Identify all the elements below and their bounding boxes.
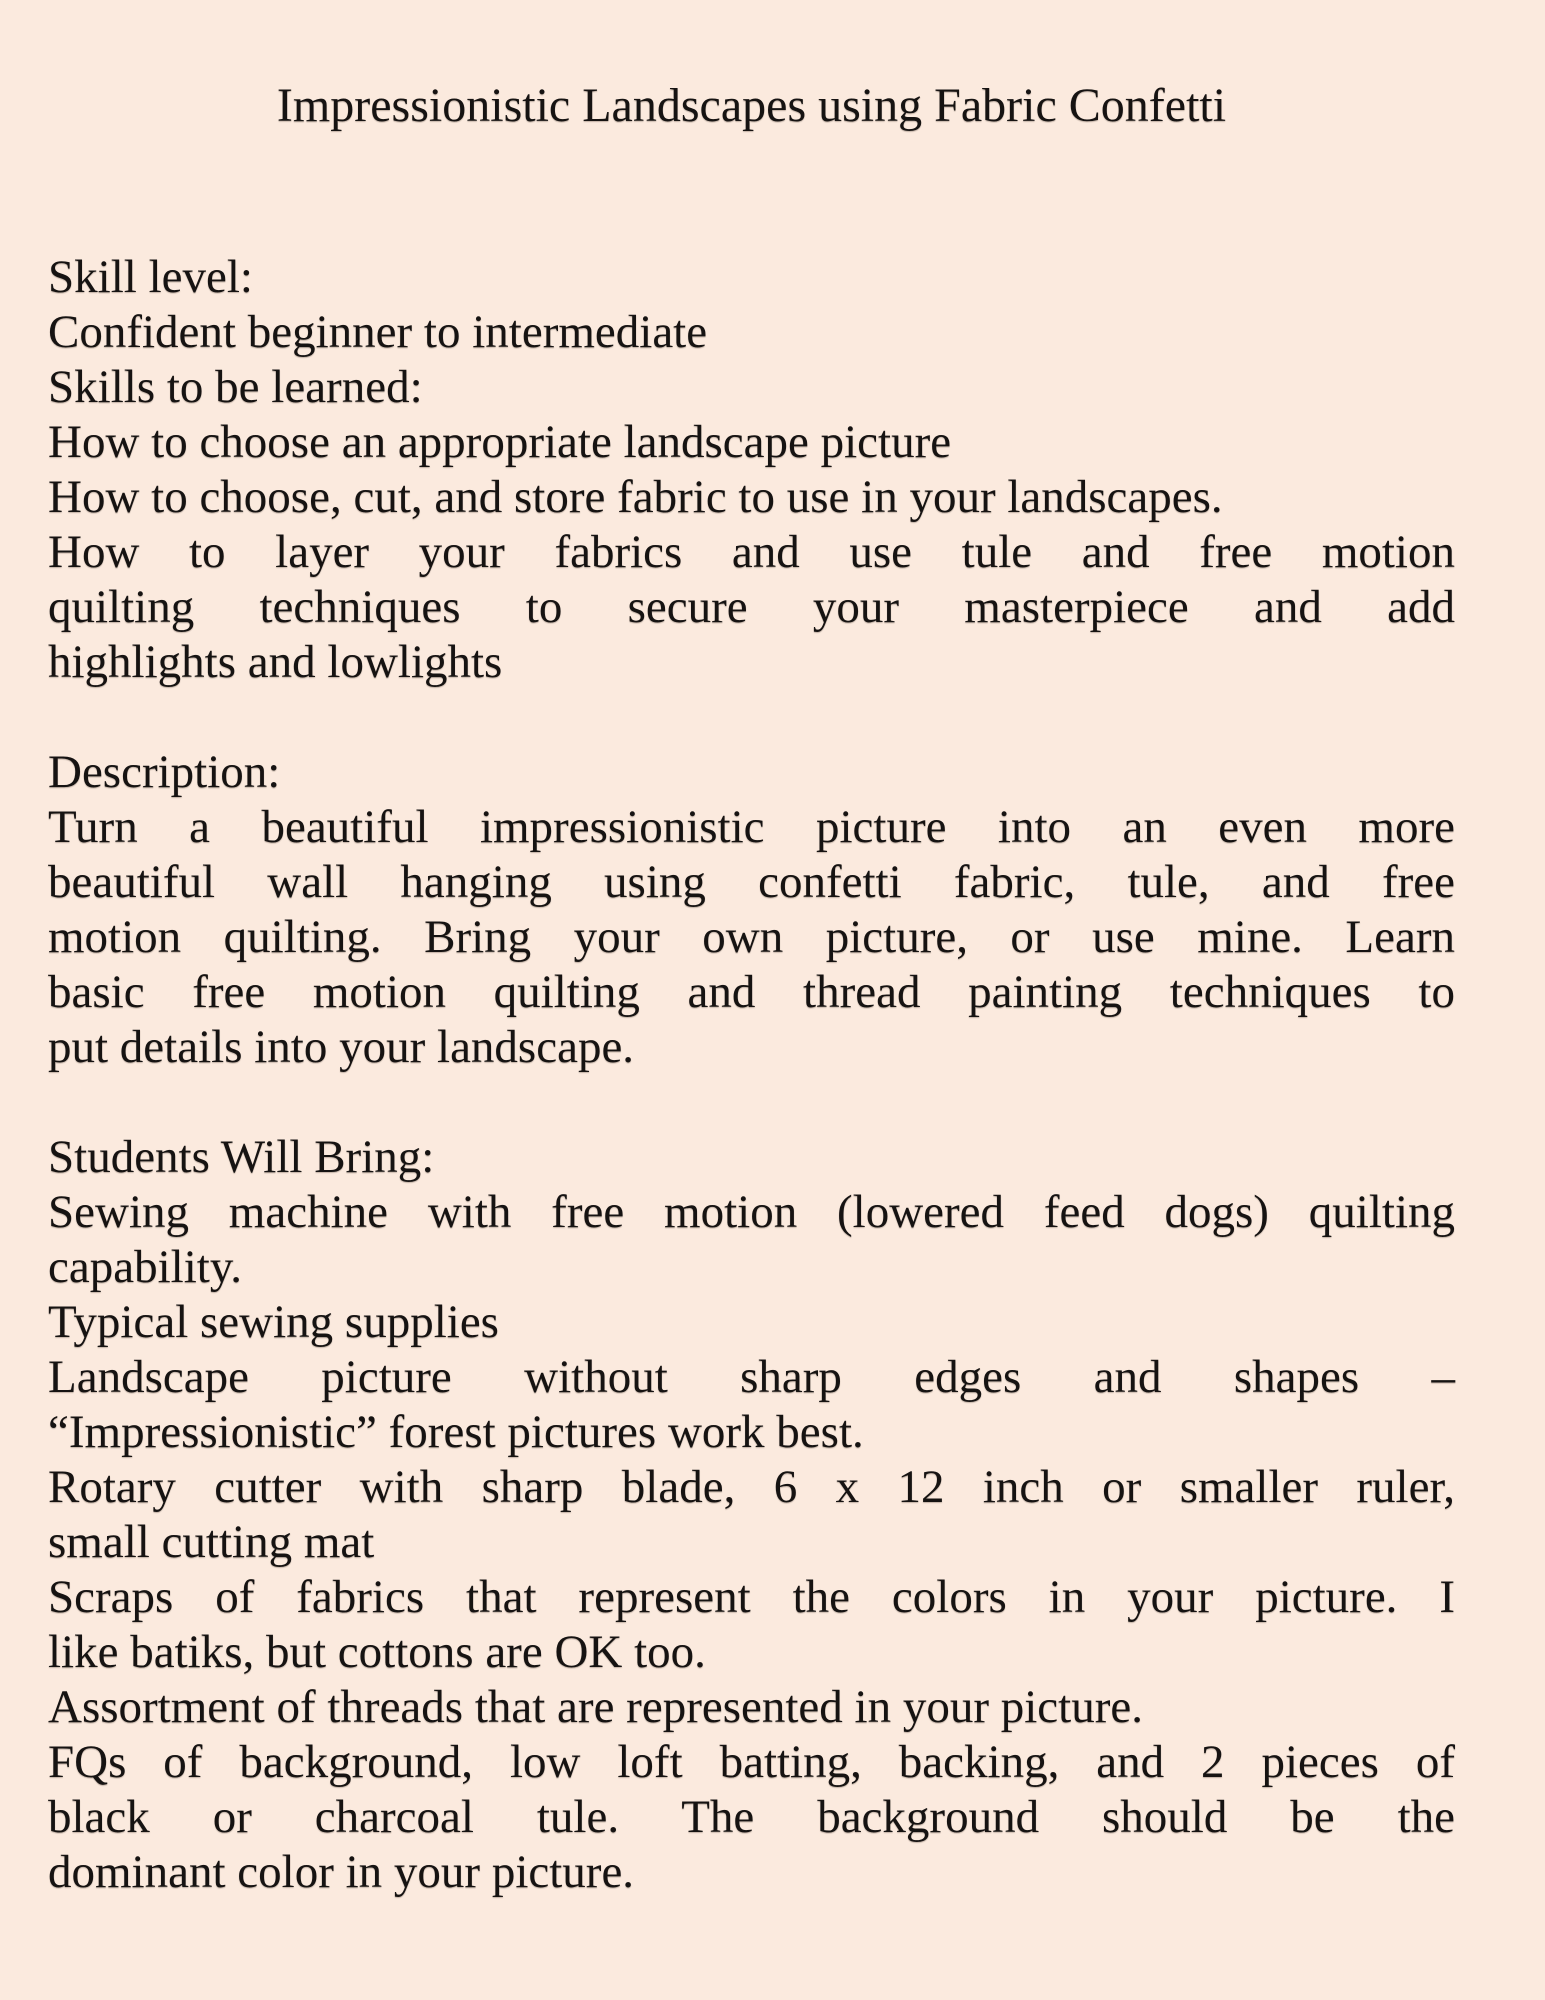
text-line: Assortment of threads that are represented in your picture. (48, 1681, 1143, 1733)
text-line: small cutting mat (48, 1516, 375, 1568)
text-line: Turn a beautiful impressionistic picture into an even more (48, 801, 1455, 853)
text-line: Skills to be learned: (48, 361, 423, 413)
text-line: Landscape picture without sharp edges and shapes – (48, 1351, 1455, 1403)
text-line: highlights and lowlights (48, 636, 503, 688)
text-line: Rotary cutter with sharp blade, 6 x 12 inch or smaller ruler, (48, 1461, 1455, 1513)
blank-line (48, 1075, 1455, 1130)
text-line: “Impressionistic” forest pictures work best. (48, 1406, 864, 1458)
blank-line (48, 690, 1455, 745)
text-line: Scraps of fabrics that represent the colors in your picture. I (48, 1571, 1455, 1623)
text-line: like batiks, but cottons are OK too. (48, 1626, 706, 1678)
text-line: motion quilting. Bring your own picture, or use mine. Learn (48, 911, 1455, 963)
text-line: How to choose, cut, and store fabric to use in your landscapes. (48, 471, 1223, 523)
text-line: black or charcoal tule. The background should be the (48, 1791, 1455, 1843)
text-line: How to choose an appropriate landscape picture (48, 416, 952, 468)
text-line: basic free motion quilting and thread painting techniques to (48, 966, 1455, 1018)
document-body (48, 250, 1455, 1900)
text-line: quilting techniques to secure your masterpiece and add (48, 581, 1455, 633)
text-line: Typical sewing supplies (48, 1296, 499, 1348)
text-line: capability. (48, 1241, 243, 1293)
document-title: Impressionistic Landscapes using Fabric Confetti (276, 79, 1227, 132)
text-line: Description: (48, 746, 281, 798)
text-line: Confident beginner to intermediate (48, 306, 708, 358)
text-line: dominant color in your picture. (48, 1846, 635, 1898)
text-line: beautiful wall hanging using confetti fabric, tule, and free (48, 856, 1455, 908)
text-line: Skill level: (48, 251, 253, 303)
text-line: put details into your landscape. (48, 1021, 635, 1073)
text-line: How to layer your fabrics and use tule and free motion (48, 526, 1455, 578)
text-line: FQs of background, low loft batting, backing, and 2 pieces of (48, 1736, 1455, 1788)
text-line: Students Will Bring: (48, 1131, 435, 1183)
text-line: Sewing machine with free motion (lowered feed dogs) quilting (48, 1186, 1455, 1238)
